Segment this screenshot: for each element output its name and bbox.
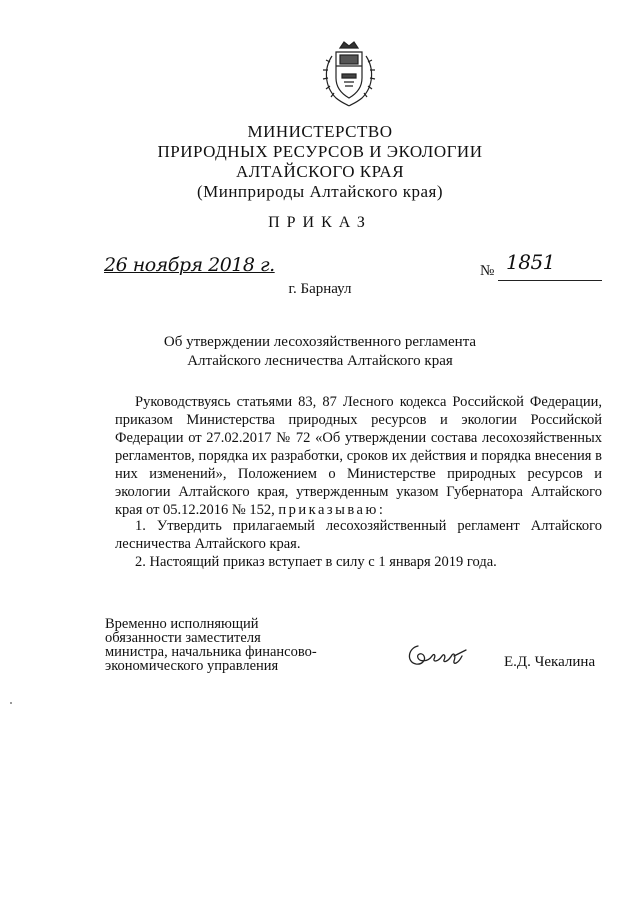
signer-name: Е.Д. Чекалина (504, 654, 596, 670)
subject-line: Об утверждении лесохозяйственного регламента (163, 334, 477, 350)
ministry-line: МИНИСТЕРСТВО (247, 122, 393, 141)
ministry-header (0, 122, 640, 202)
order-item-1: 1. Утвердить прилагаемый лесохозяйственный регламент Алтайского лесничества Алтайского края. (115, 518, 602, 552)
order-number: 1851 (506, 250, 555, 274)
ministry-line: АЛТАЙСКОГО КРАЯ (235, 162, 405, 181)
position-line: Временно исполняющий (105, 616, 259, 632)
scan-speck (10, 702, 12, 704)
order-item-2: 2. Настоящий приказ вступает в силу с 1 января 2019 года. (135, 554, 497, 570)
order-number-label: № (480, 263, 495, 279)
order-word: приказываю: (278, 502, 386, 518)
order-date: 26 ноября 2018 г. (104, 254, 275, 276)
position-line: экономического управления (105, 658, 279, 674)
ministry-short-name: (Минприроды Алтайского края) (196, 182, 444, 201)
city: г. Барнаул (288, 281, 352, 297)
signatory-position (105, 617, 345, 673)
preamble-paragraph (115, 393, 602, 519)
ministry-line: ПРИРОДНЫХ РЕСУРСОВ И ЭКОЛОГИИ (157, 142, 483, 161)
handwritten-signature-icon (404, 640, 470, 670)
position-line: министра, начальника финансово- (105, 644, 317, 660)
coat-of-arms-icon (318, 38, 380, 110)
subject-line: Алтайского лесничества Алтайского края (187, 353, 453, 369)
preamble-text: Руководствуясь статьями 83, 87 Лесного кодекса Российской Федерации, приказом Министерства природных ресурсов и экологии Российской Федерации от 27.02.2017 № 72 «Об утверждении состава лесохозяйственных регламентов, порядка их разработки, сроков их действия и порядка внесения в них изменений», Положением о Министерстве природных ресурсов и экологии Алтайского края, утвержденным указом Губернатора Алтайского края от 05.12.2016 № 152, (115, 394, 602, 518)
document-type: ПРИКАЗ (268, 214, 372, 231)
order-subject (0, 333, 640, 371)
position-line: обязанности заместителя (105, 630, 261, 646)
